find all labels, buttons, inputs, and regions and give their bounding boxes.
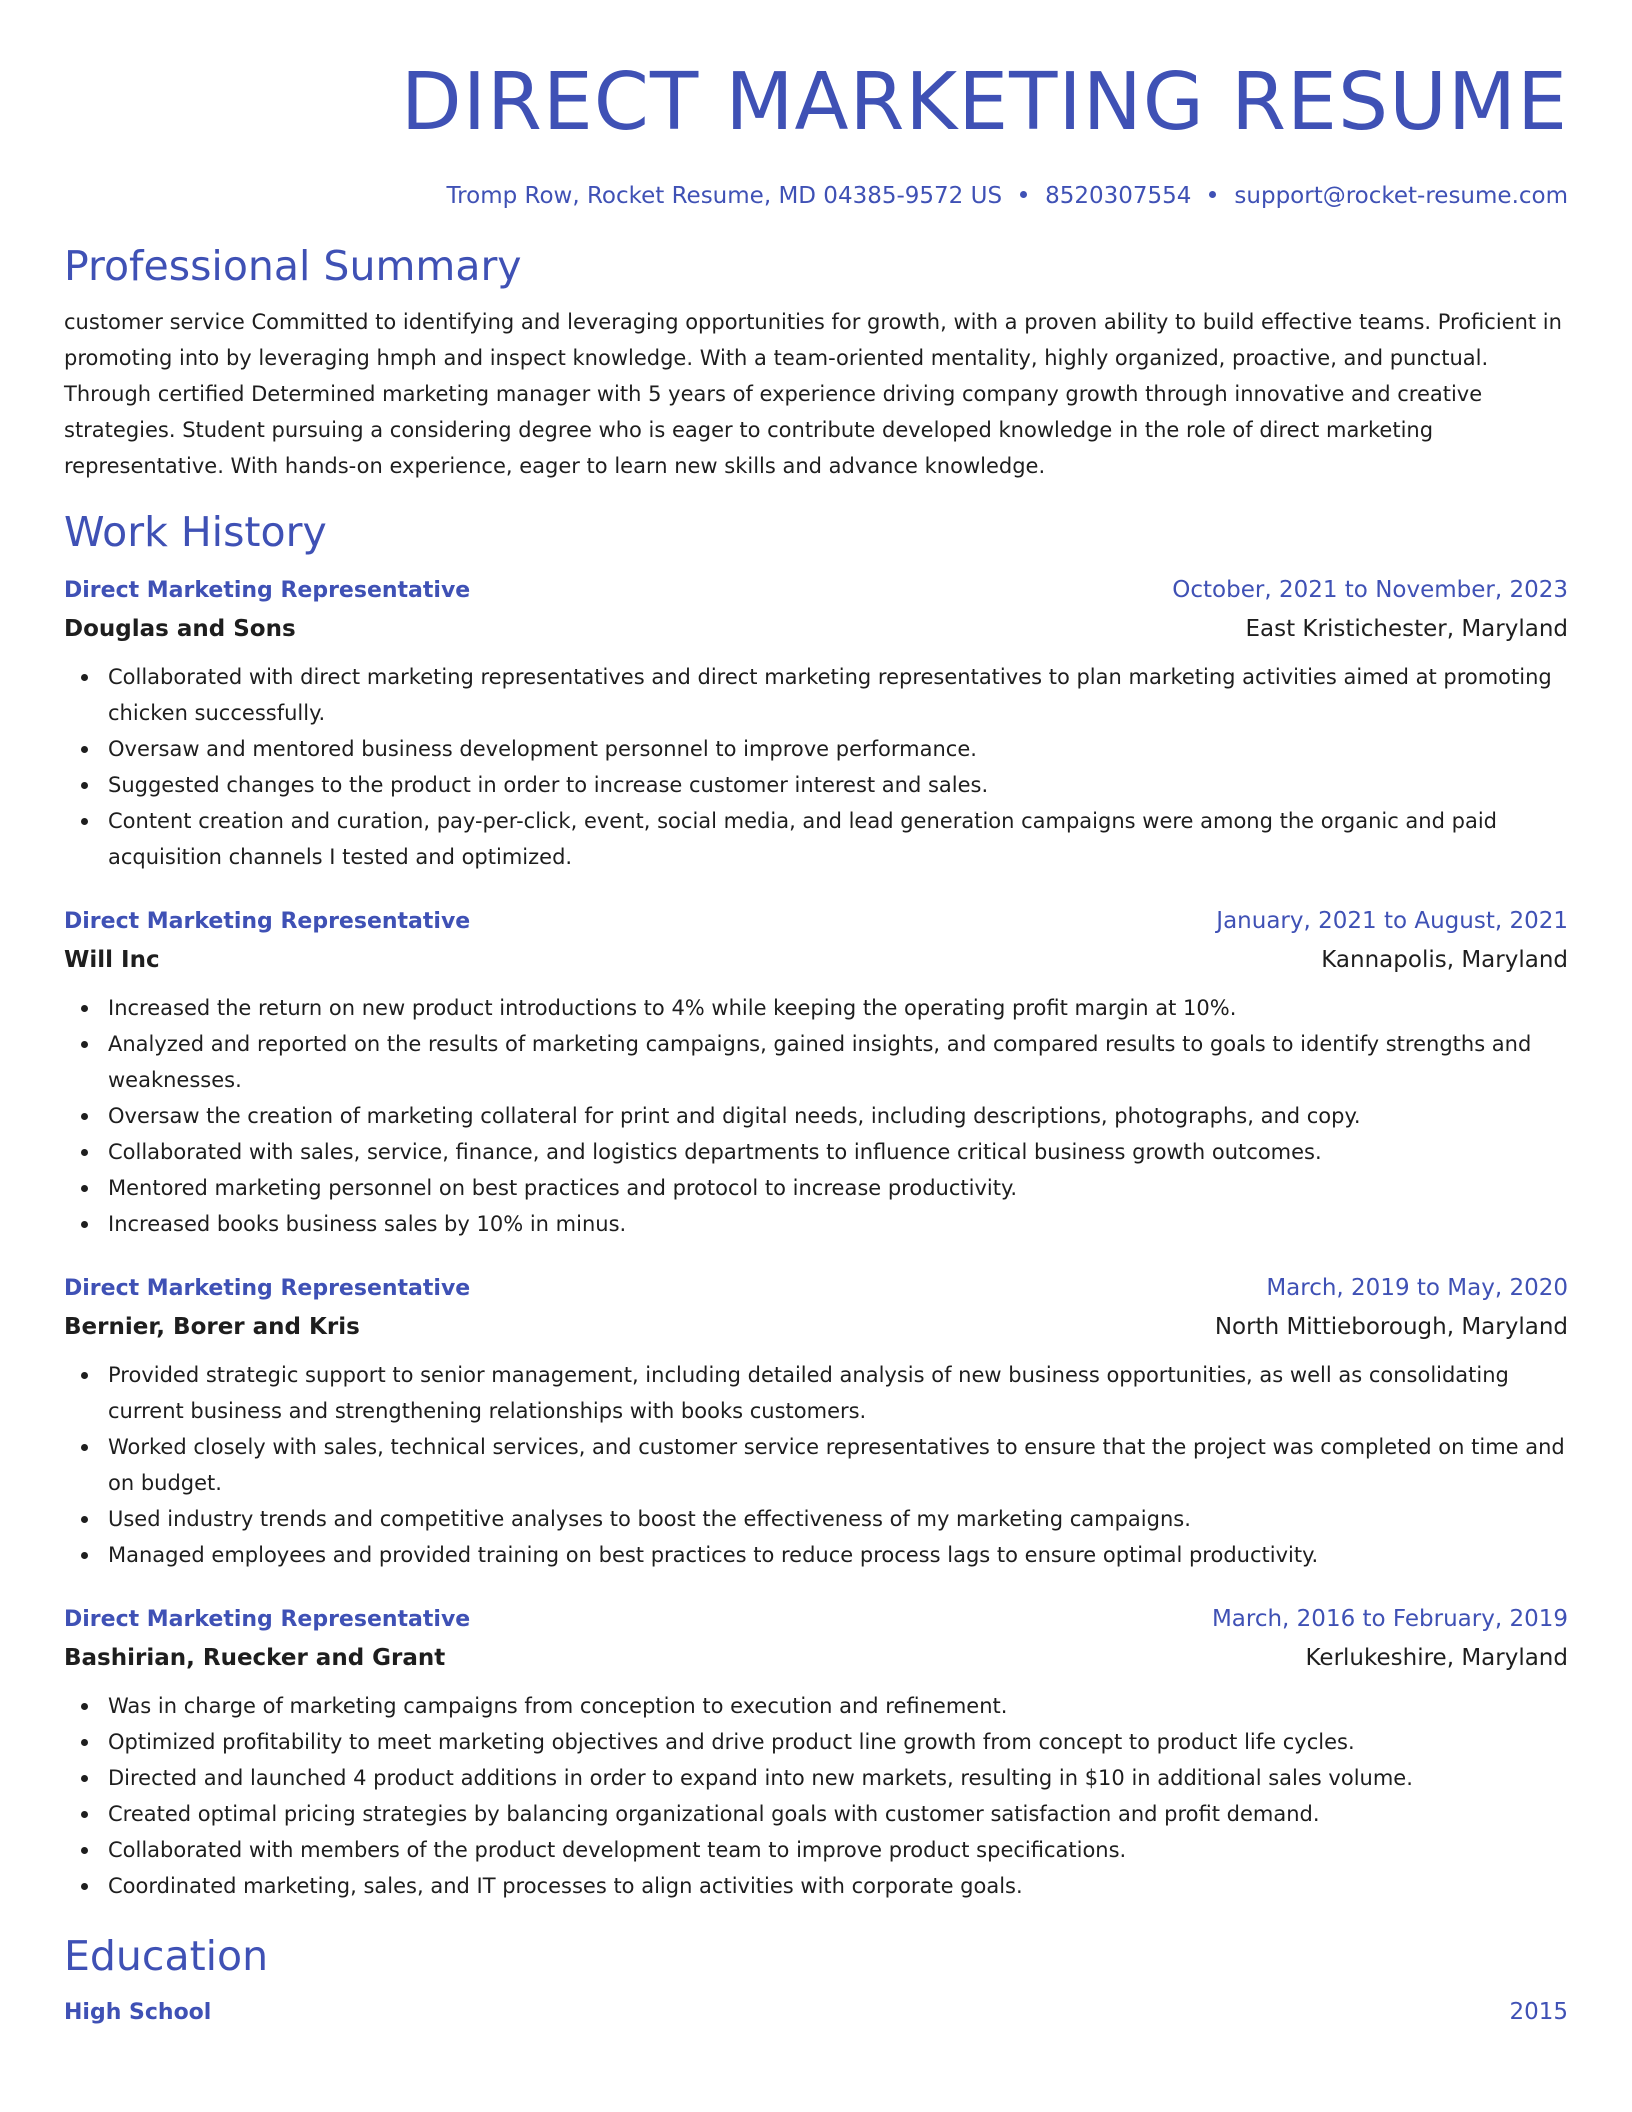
job-bullet: Increased books business sales by 10% in minus. bbox=[108, 1206, 1568, 1242]
job-bullet: Mentored marketing personnel on best practices and protocol to increase productivity. bbox=[108, 1170, 1568, 1206]
section-heading-summary: Professional Summary bbox=[64, 242, 522, 290]
job-bullet: Created optimal pricing strategies by balancing organizational goals with customer satisfaction and profit demand. bbox=[108, 1796, 1568, 1832]
job-company-row bbox=[64, 1638, 1568, 1678]
resume-title: DIRECT MARKETING RESUME bbox=[400, 56, 1568, 148]
job-bullet: Collaborated with sales, service, finance, and logistics departments to influence critical business growth outcomes. bbox=[108, 1134, 1568, 1170]
job-bullet: Oversaw and mentored business development personnel to improve performance. bbox=[108, 731, 1568, 767]
job-bullet-list bbox=[64, 1688, 1568, 1904]
job-bullet: Optimized profitability to meet marketing objectives and drive product line growth from concept to product life cycles. bbox=[108, 1724, 1568, 1760]
job-dates: March, 2016 to February, 2019 bbox=[1211, 1606, 1568, 1632]
professional-summary-section bbox=[64, 240, 1568, 484]
job-bullet: Coordinated marketing, sales, and IT processes to align activities with corporate goals. bbox=[108, 1868, 1568, 1904]
education-year: 2015 bbox=[1509, 1999, 1568, 2025]
job-company: Will Inc bbox=[64, 947, 160, 973]
job-bullet: Content creation and curation, pay-per-click, event, social media, and lead generation campaigns were among the organic and paid acquisition channels I tested and optimized. bbox=[108, 803, 1568, 875]
summary-text: customer service Committed to identifying and leveraging opportunities for growth, with a proven ability to build effective teams. Proficient in promoting into by leveraging hmph and inspect knowledge. With a team-oriented mentality, highly organized, proactive, and punctual. Through certified Determined marketing manager with 5 years of experience driving company growth through innovative and creative strategies. Student pursuing a considering degree who is eager to contribute developed knowledge in the role of direct marketing representative. With hands-on experience, eager to learn new skills and advance knowledge. bbox=[64, 310, 1562, 478]
job-bullet: Directed and launched 4 product additions in order to expand into new markets, resulting in $10 in additional sales volume. bbox=[108, 1760, 1568, 1796]
separator-dot-icon bbox=[1209, 191, 1216, 198]
job-bullet: Was in charge of marketing campaigns from conception to execution and refinement. bbox=[108, 1688, 1568, 1724]
job-entry bbox=[64, 1601, 1568, 1904]
job-location: Kerlukeshire, Maryland bbox=[1305, 1645, 1568, 1671]
job-location: East Kristichester, Maryland bbox=[1245, 616, 1568, 642]
job-bullet: Analyzed and reported on the results of marketing campaigns, gained insights, and compared results to goals to identify strengths and weaknesses. bbox=[108, 1026, 1568, 1098]
section-heading-education: Education bbox=[64, 1932, 269, 1980]
job-entry bbox=[64, 903, 1568, 1242]
job-dates: January, 2021 to August, 2021 bbox=[1216, 908, 1568, 934]
job-company: Douglas and Sons bbox=[64, 616, 296, 642]
education-entry bbox=[64, 1994, 1568, 2031]
job-entry bbox=[64, 572, 1568, 875]
job-bullet: Provided strategic support to senior management, including detailed analysis of new business opportunities, as well as consolidating current business and strengthening relationships with books customers. bbox=[108, 1357, 1568, 1429]
contact-line bbox=[64, 180, 1568, 212]
education-section bbox=[64, 1930, 1568, 2031]
job-bullet: Suggested changes to the product in order to increase customer interest and sales. bbox=[108, 767, 1568, 803]
contact-address: Tromp Row, Rocket Resume, MD 04385-9572 US bbox=[446, 183, 1003, 209]
job-title: Direct Marketing Representative bbox=[64, 909, 471, 934]
job-bullet: Collaborated with members of the product development team to improve product specifications. bbox=[108, 1832, 1568, 1868]
work-history-section bbox=[64, 506, 1568, 1904]
job-bullet: Oversaw the creation of marketing collateral for print and digital needs, including descriptions, photographs, and copy. bbox=[108, 1098, 1568, 1134]
resume-header bbox=[64, 0, 1568, 212]
job-bullet: Managed employees and provided training on best practices to reduce process lags to ensure optimal productivity. bbox=[108, 1537, 1568, 1573]
job-title-row bbox=[64, 1270, 1568, 1307]
separator-dot-icon bbox=[1020, 191, 1027, 198]
job-title-row bbox=[64, 903, 1568, 940]
job-title: Direct Marketing Representative bbox=[64, 578, 471, 603]
job-dates: March, 2019 to May, 2020 bbox=[1266, 1275, 1568, 1301]
job-company: Bashirian, Ruecker and Grant bbox=[64, 1645, 446, 1671]
job-title-row bbox=[64, 572, 1568, 609]
job-company: Bernier, Borer and Kris bbox=[64, 1314, 360, 1340]
job-bullet: Used industry trends and competitive analyses to boost the effectiveness of my marketing campaigns. bbox=[108, 1501, 1568, 1537]
contact-phone: 8520307554 bbox=[1045, 183, 1192, 209]
job-bullet-list bbox=[64, 990, 1568, 1242]
contact-email: support@rocket-resume.com bbox=[1234, 183, 1568, 209]
job-company-row bbox=[64, 940, 1568, 980]
job-bullet-list bbox=[64, 659, 1568, 875]
job-title: Direct Marketing Representative bbox=[64, 1276, 471, 1301]
job-company-row bbox=[64, 1307, 1568, 1347]
education-school: High School bbox=[64, 2000, 212, 2025]
job-company-row bbox=[64, 609, 1568, 649]
job-title: Direct Marketing Representative bbox=[64, 1607, 471, 1632]
job-dates: October, 2021 to November, 2023 bbox=[1172, 577, 1568, 603]
job-location: North Mittieborough, Maryland bbox=[1214, 1314, 1568, 1340]
section-heading-work-history: Work History bbox=[64, 508, 327, 556]
job-title-row bbox=[64, 1601, 1568, 1638]
job-bullet: Worked closely with sales, technical services, and customer service representatives to ensure that the project was completed on time and on budget. bbox=[108, 1429, 1568, 1501]
job-bullet: Increased the return on new product introductions to 4% while keeping the operating profit margin at 10%. bbox=[108, 990, 1568, 1026]
job-bullet: Collaborated with direct marketing representatives and direct marketing representatives to plan marketing activities aimed at promoting chicken successfully. bbox=[108, 659, 1568, 731]
job-entry bbox=[64, 1270, 1568, 1573]
job-bullet-list bbox=[64, 1357, 1568, 1573]
job-location: Kannapolis, Maryland bbox=[1321, 947, 1568, 973]
